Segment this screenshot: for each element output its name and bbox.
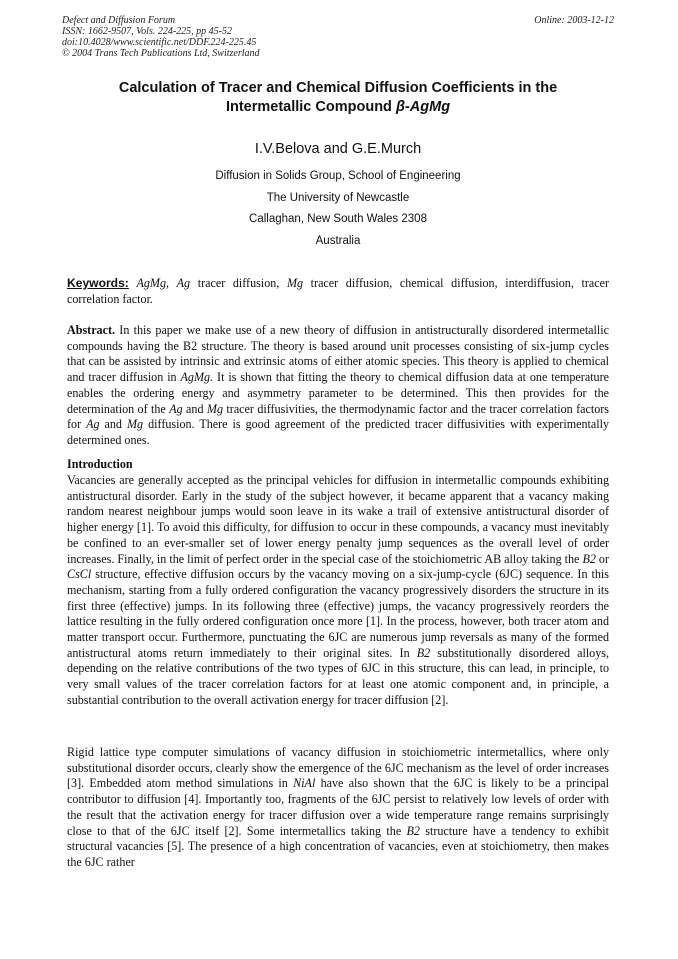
title-line-2 [62,98,614,117]
italic-term: Ag [86,417,100,432]
italic-term: Mg [126,417,144,432]
keywords-label: Keywords: [67,276,129,290]
title-line-1: Calculation of Tracer and Chemical Diffusion Coefficients in the [118,80,558,96]
introduction-paragraph-1 [67,473,609,709]
affiliation-line: Callaghan, New South Wales 2308 [249,213,427,226]
text-run: tracer diffusion, [190,276,287,290]
text-run: and [182,401,207,416]
copyright-line: © 2004 Trans Tech Publications Ltd, Switzerland [62,48,260,59]
title-compound: β-AgMg [395,99,451,115]
affiliation [62,166,614,252]
section-heading-introduction: Introduction [67,457,133,471]
journal-header [62,15,260,59]
affiliation-line: Diffusion in Solids Group, School of Engineering [215,170,461,182]
text-run: diffusion. There is good agreement of the predicted tracer diffusivities with experimentally determined ones. [67,417,610,447]
italic-term: Mg [286,276,304,290]
affiliation-line: Australia [315,234,361,247]
italic-term: Ag [176,276,191,290]
italic-term: AgMg. [180,370,214,385]
italic-term: AgMg [136,276,167,290]
text-run: substitutionally disordered alloys, depending on the relative contributions of the two types of 6JC in this structure, this can lead, in principle, to very small values of the tracer correlation factors for at least one atomic component and, in principle, a substantial contribution to the overall activation energy for tracer diffusion [2]. [67,645,609,707]
keywords-text [67,276,609,306]
abstract-label: Abstract. [67,323,116,337]
text-run: or [595,551,609,566]
issn-line: ISSN: 1662-9507, Vols. 224-225, pp 45-52 [62,26,232,37]
abstract-paragraph [67,323,609,449]
text-run: Rigid lattice type computer simulations of vacancy diffusion in stoichiometric intermetallics, where only substitutional disorder occurs, clearly show the emergence of the 6JC mechanism as the level of order increases [3]. Embedded atom method simulations in [67,745,609,791]
italic-term: B2 [582,551,596,566]
text-run: It is shown that fitting the theory to chemical diffusion data at one temperature enables the ordering energy and asymmetry parameter to be determined. This then provides for the determination of the [67,370,610,416]
author-list: I.V.Belova and G.E.Murch [254,141,422,157]
text-run: Vacancies are generally accepted as the principal vehicles for diffusion in intermetallic compounds exhibiting antistructural disorder. Early in the study of the subject however, it became apparent that a vacancy making random nearest neighbour jumps would soon leave in its wake a trail of extensive antistructural disorder of higher energy [1]. To avoid this difficulty, for diffusion to occur in these compounds, a vacancy must inevitably be confined to an ever-smaller set of lower energy penalty jump sequences as the overall level of order increases. Finally, in the limit of perfect order in the special case of the stoichiometric AB alloy taking the [67,473,609,566]
text-run: In this paper we make use of a new theory of diffusion in antistructurally disordered intermetallic compounds having the B2 structure. The theory is based around unit processes consisting of six-jump cycles that can be assisted by intrinsic and extrinsic atoms of either atomic species. This theory is applied to chemical and tracer diffusion in [67,323,609,385]
text-run: structure, effective diffusion occurs by the vacancy moving on a six-jump-cycle (6JC) sequence. In this mechanism, starting from a fully ordered configuration the vacancy progressively disorders the structure in its first three (effective) jumps. In its following three (effective) jumps, the vacancy progressively reorders the lattice resulting in the fully ordered configuration once more [1]. In the process, however, both tracer atom and matter transport occur. Furthermore, punctuating the 6JC are numerous jump reversals as many of the formed antistructural atoms return immediately to their original sites. In [67,567,609,660]
italic-term: B2 [416,645,431,660]
title-line-2-text: Intermetallic Compound [225,99,396,115]
keywords-paragraph [67,276,609,307]
text-run: tracer diffusion, chemical diffusion, interdiffusion, tracer correlation factor. [67,276,610,306]
text-run: and [99,417,127,432]
doi-line: doi:10.4028/www.scientific.net/DDF.224-225.45 [62,37,257,48]
text-run: tracer diffusivities, the thermodynamic factor and the tracer correlation factors for [67,401,609,432]
online-date: Online: 2003-12-12 [534,15,614,26]
italic-term: NiAl [293,776,316,791]
italic-term: B2 [406,823,420,838]
abstract-text [67,323,609,447]
paper-title [62,79,614,117]
text-run: , [166,276,177,290]
italic-term: CsCl [67,567,92,582]
introduction-paragraph-2 [67,745,609,871]
text-run: have also shown that the 6JC is likely to be a principal contributor to diffusion [4]. Importantly too, fragments of the 6JC persist to relatively low levels of order with the result that the activation energy for tracer diffusion over a wide temperature range remains surprisingly close to that of the 6JC itself [2]. Some intermetallics taking the [67,776,609,838]
journal-name: Defect and Diffusion Forum [62,15,176,26]
text-run: structure have a tendency to exhibit structural vacancies [5]. The presence of a high concentration of vacancies, even at stoichiometry, then makes the 6JC rather [67,823,609,869]
affiliation-line: The University of Newcastle [266,191,410,204]
italic-term: Ag [169,401,183,416]
italic-term: Mg [206,401,224,416]
